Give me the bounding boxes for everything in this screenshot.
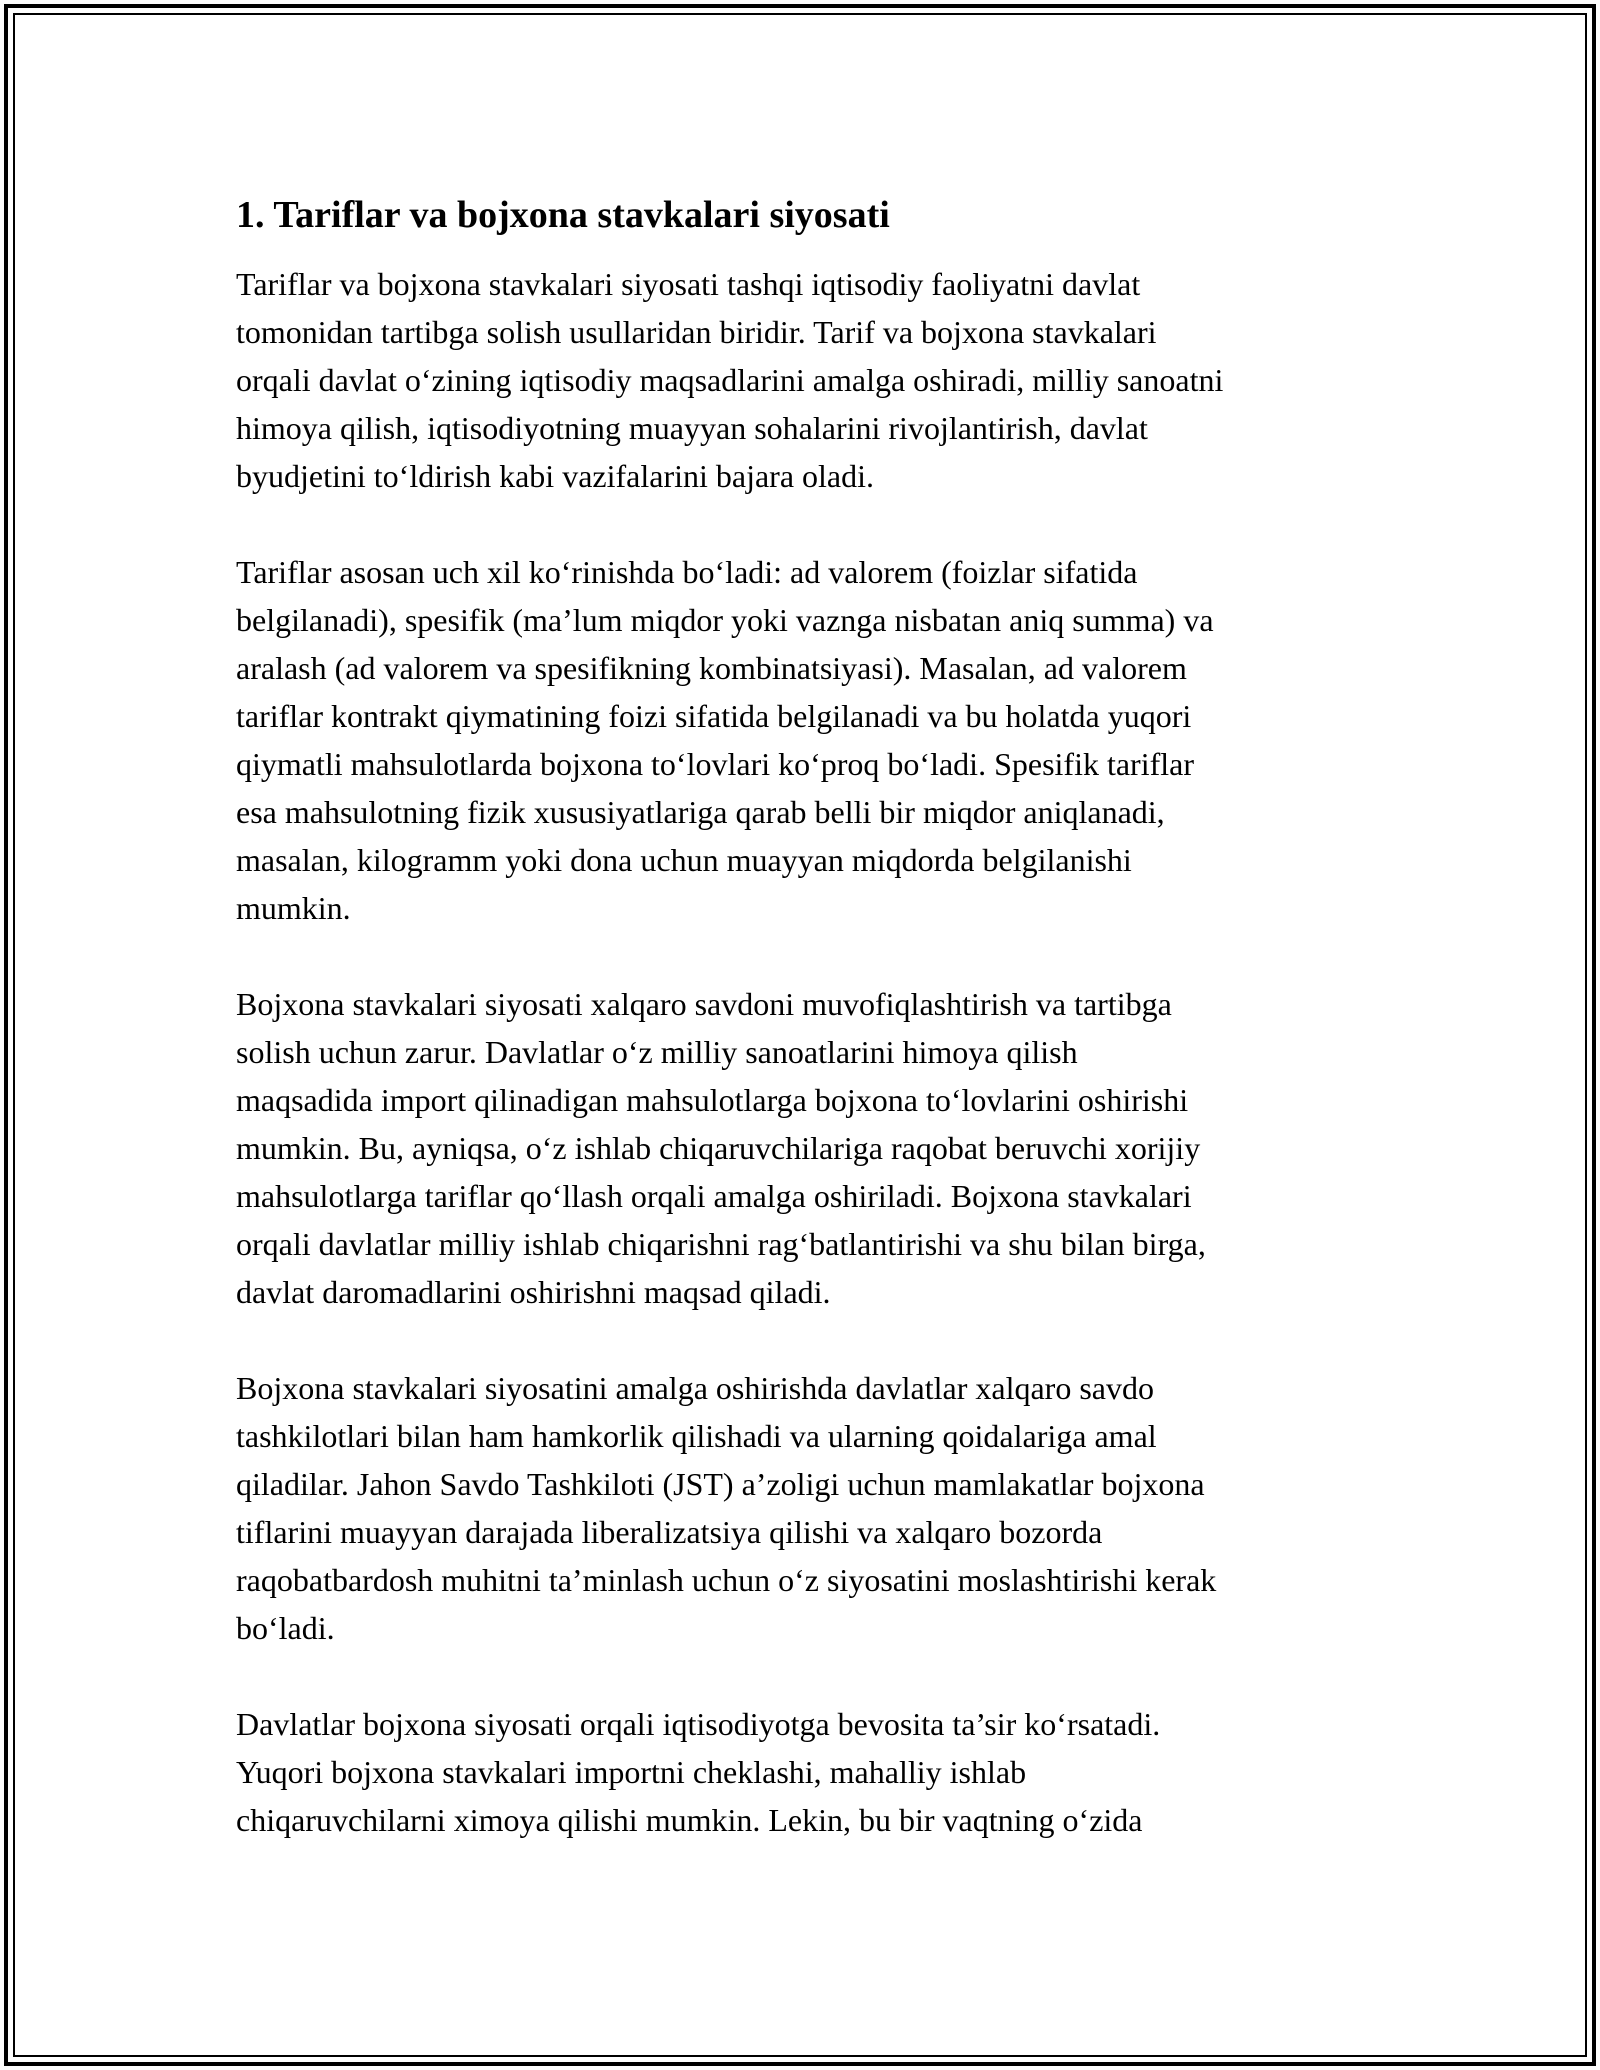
paragraph-4: Bojxona stavkalari siyosatini amalga oshirishda davlatlar xalqaro savdo tashkilotlari bilan ham hamkorlik qilishadi va ularning qoidalariga amal qiladilar. Jahon Savdo Tashkiloti (JST) a’zoligi uchun mamlakatlar bojxona tiflarini muayyan darajada liberalizatsiya qilishi va xalqaro bozorda raqobatbardosh muhitni ta’minlash uchun o‘z siyosatini moslashtirishi kerak bo‘ladi. <box>236 1370 1217 1646</box>
paragraph-3: Bojxona stavkalari siyosati xalqaro savdoni muvofiqlashtirish va tartibga solish uchun zarur. Davlatlar o‘z milliy sanoatlarini himoya qilish maqsadida import qilinadigan mahsulotlarga bojxona to‘lovlarini oshirishi mumkin. Bu, ayniqsa, o‘z ishlab chiqaruvchilariga raqobat beruvchi xorijiy mahsulotlarga tariflar qo‘llash orqali amalga oshiriladi. Bojxona stavkalari orqali davlatlar milliy ishlab chiqarishni rag‘batlantirishi va shu bilan birga, davlat daromadlarini oshirishni maqsad qiladi. <box>236 986 1206 1310</box>
paragraph-2: Tariflar asosan uch xil ko‘rinishda bo‘ladi: ad valorem (foizlar sifatida belgilanadi), spesifik (ma’lum miqdor yoki vaznga nisbatan aniq summa) va aralash (ad valorem va spesifikning kombinatsiyasi). Masalan, ad valorem tariflar kontrakt qiymatining foizi sifatida belgilanadi va bu holatda yuqori qiymatli mahsulotlarda bojxona to‘lovlari ko‘proq bo‘ladi. Spesifik tariflar esa mahsulotning fizik xususiyatlariga qarab belli bir miqdor aniqlanadi, masalan, kilogramm yoki dona uchun muayyan miqdorda belgilanishi mumkin. <box>236 554 1214 926</box>
paragraph-5: Davlatlar bojxona siyosati orqali iqtisodiyotga bevosita ta’sir ko‘rsatadi. Yuqori bojxona stavkalari importni cheklashi, mahalliy ishlab chiqaruvchilarni ximoya qilishi mumkin. Lekin, bu bir vaqtning o‘zida <box>236 1706 1161 1838</box>
section-heading: 1. Tariflar va bojxona stavkalari siyosati <box>236 194 890 236</box>
paragraph-1: Tariflar va bojxona stavkalari siyosati tashqi iqtisodiy faoliyatni davlat tomonidan tartibga solish usullaridan biridir. Tarif va bojxona stavkalari orqali davlat o‘zining iqtisodiy maqsadlarini amalga oshiradi, milliy sanoatni himoya qilish, iqtisodiyotning muayyan sohalarini rivojlantirish, davlat byudjetini to‘ldirish kabi vazifalarini bajara oladi. <box>236 266 1224 494</box>
document-body <box>236 188 1366 1892</box>
